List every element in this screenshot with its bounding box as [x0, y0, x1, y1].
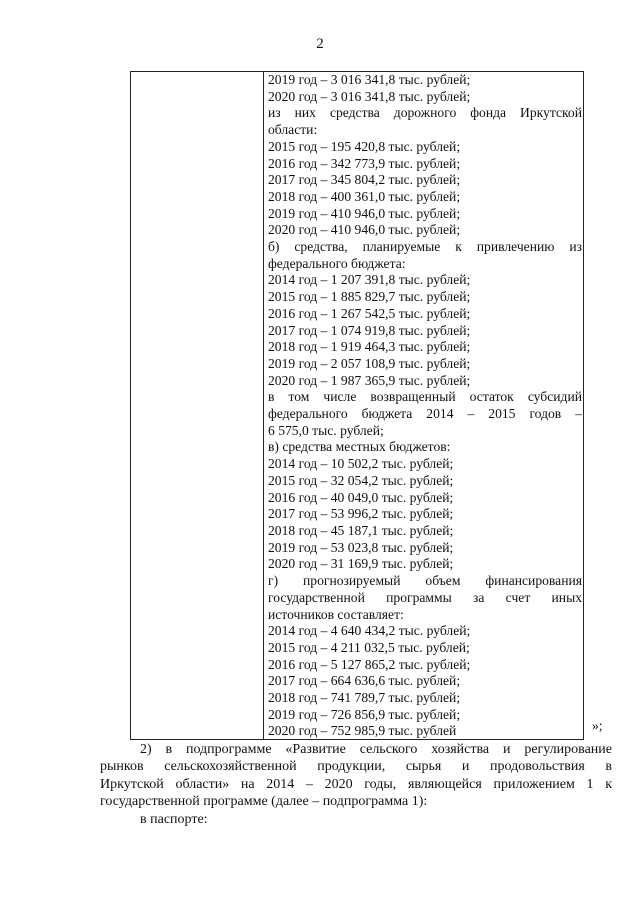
cell-line: 2020 год – 3 016 341,8 тыс. рублей; — [268, 88, 471, 104]
table-closing-quote: »; — [592, 718, 603, 733]
paragraph-line: рынков сельскохозяйственной продукции, сырья и продовольствия в — [100, 759, 612, 775]
cell-line: 6 575,0 тыс. рублей; — [268, 422, 384, 438]
paragraph-line: в паспорте: — [140, 812, 208, 828]
cell-line: 2020 год – 1 987 365,9 тыс. рублей; — [268, 372, 471, 388]
table-column-divider — [263, 71, 264, 740]
cell-line: 2018 год – 45 187,1 тыс. рублей; — [268, 522, 454, 538]
body-paragraphs — [100, 741, 612, 828]
cell-line: 2019 год – 53 023,8 тыс. рублей; — [268, 539, 454, 555]
cell-line: федерального бюджета: — [268, 255, 406, 271]
cell-line: 2020 год – 752 985,9 тыс. рублей — [268, 723, 457, 739]
cell-line: 2016 год – 1 267 542,5 тыс. рублей; — [268, 305, 471, 321]
cell-line: 2017 год – 1 074 919,8 тыс. рублей; — [268, 322, 471, 338]
cell-line: 2014 год – 1 207 391,8 тыс. рублей; — [268, 272, 471, 288]
cell-line: 2019 год – 410 946,0 тыс. рублей; — [268, 205, 461, 221]
cell-line: 2020 год – 410 946,0 тыс. рублей; — [268, 222, 461, 238]
cell-line: 2017 год – 53 996,2 тыс. рублей; — [268, 506, 454, 522]
cell-line: 2017 год – 664 636,6 тыс. рублей; — [268, 673, 461, 689]
cell-line: государственной программы за счет иных — [268, 589, 582, 605]
paragraph-line: 2) в подпрограмме «Развитие сельского хозяйства и регулирование — [140, 742, 612, 757]
paragraph-line: Иркутской области» на 2014 – 2020 годы, являющейся приложением 1 к — [100, 776, 612, 792]
cell-line: федерального бюджета 2014 – 2015 годов – — [268, 406, 582, 422]
cell-line: б) средства, планируемые к привлечению из — [268, 239, 582, 255]
cell-line: 2020 год – 31 169,9 тыс. рублей; — [268, 556, 454, 572]
cell-line: 2016 год – 342 773,9 тыс. рублей; — [268, 155, 461, 171]
cell-line: 2015 год – 4 211 032,5 тыс. рублей; — [268, 639, 470, 655]
cell-line: 2019 год – 726 856,9 тыс. рублей; — [268, 706, 461, 722]
cell-line: 2015 год – 195 420,8 тыс. рублей; — [268, 138, 461, 154]
cell-line: источников составляет: — [268, 606, 404, 622]
cell-line: 2017 год – 345 804,2 тыс. рублей; — [268, 172, 461, 188]
cell-line: 2016 год – 5 127 865,2 тыс. рублей; — [268, 656, 471, 672]
cell-line: 2018 год – 1 919 464,3 тыс. рублей; — [268, 339, 471, 355]
cell-line: в том числе возвращенный остаток субсидий — [268, 389, 582, 405]
cell-line: 2019 год – 3 016 341,8 тыс. рублей; — [268, 72, 471, 87]
cell-line: г) прогнозируемый объем финансирования — [268, 573, 582, 589]
cell-line: 2014 год – 4 640 434,2 тыс. рублей; — [268, 623, 471, 639]
cell-line: области: — [268, 122, 318, 138]
cell-line: 2018 год – 400 361,0 тыс. рублей; — [268, 188, 461, 204]
page-number: 2 — [316, 36, 324, 52]
cell-line: 2019 год – 2 057 108,9 тыс. рублей; — [268, 355, 471, 371]
cell-line: из них средства дорожного фонда Иркутской — [268, 105, 582, 121]
table-right-cell — [268, 72, 582, 740]
cell-line: в) средства местных бюджетов: — [268, 439, 451, 455]
cell-line: 2018 год – 741 789,7 тыс. рублей; — [268, 690, 461, 706]
cell-line: 2015 год – 1 885 829,7 тыс. рублей; — [268, 289, 471, 305]
cell-line: 2014 год – 10 502,2 тыс. рублей; — [268, 456, 454, 472]
cell-line: 2016 год – 40 049,0 тыс. рублей; — [268, 489, 454, 505]
paragraph-line: государственной программе (далее – подпрограмма 1): — [100, 793, 428, 809]
cell-line: 2015 год – 32 054,2 тыс. рублей; — [268, 472, 454, 488]
